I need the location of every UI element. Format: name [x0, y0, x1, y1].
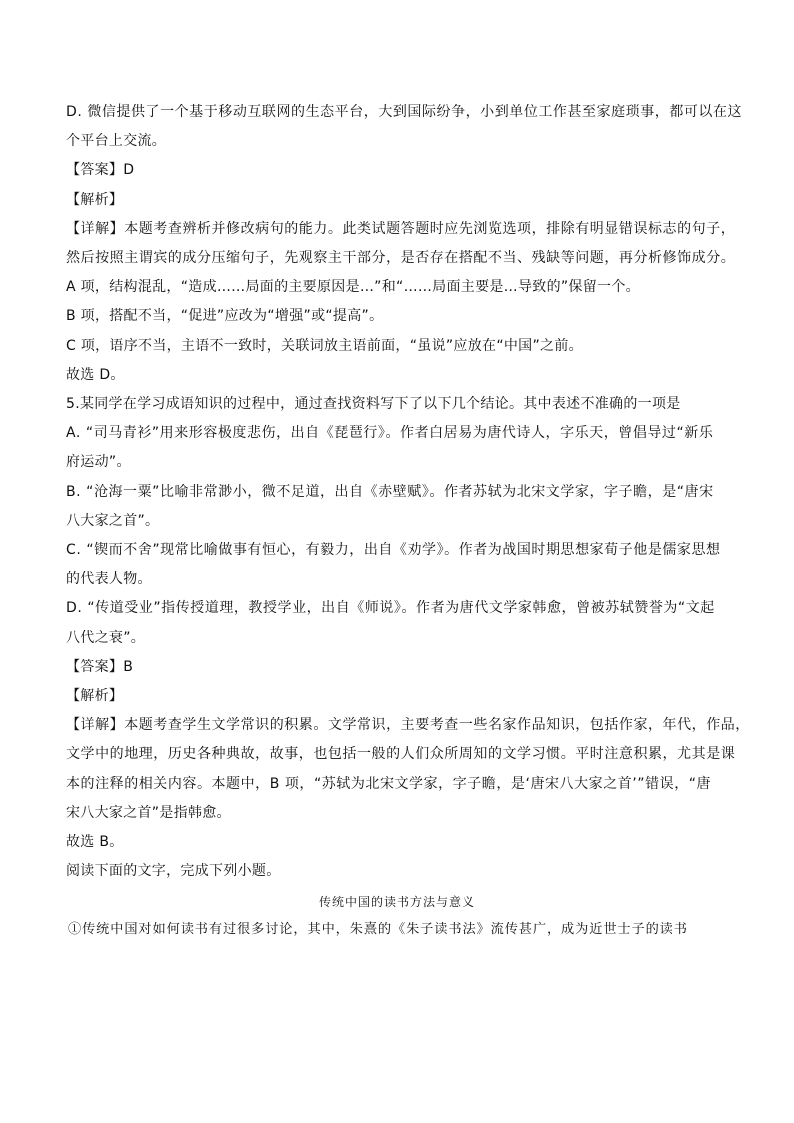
question-5-option-a-line-1: A. “司马青衫”用来形容极度悲伤，出自《琵琶行》。作者白居易为唐代诗人，字乐天，曾倡导过“新乐 [66, 425, 714, 442]
question-5-option-a-line-2: 府运动”。 [66, 454, 131, 471]
question-5-option-d-line-2: 八代之衰”。 [66, 629, 146, 646]
explanation-1-line-2: 然后按照主谓宾的成分压缩句子，先观察主干部分，是否存在搭配不当、残缺等问题，再分析修饰成分。 [66, 250, 736, 267]
option-d-line-2: 个平台上交流。 [66, 133, 167, 150]
reading-instruction: 阅读下面的文字，完成下列小题。 [66, 863, 281, 880]
passage-paragraph-1: ①传统中国对如何读书有过很多讨论，其中，朱熹的《朱子读书法》流传甚广，成为近世士子的读书 [68, 922, 688, 938]
passage-title: 传统中国的读书方法与意义 [318, 895, 475, 910]
explanation-1-line-1: 【详解】本题考查辨析并修改病句的能力。此类试题答题时应先浏览选项，排除有明显错误标志的句子， [66, 220, 736, 237]
question-5-option-b-line-1: B. “沧海一粟”比喻非常渺小，微不足道，出自《赤壁赋》。作者苏轼为北宋文学家，字子瞻，是“唐宋 [66, 483, 714, 500]
explanation-2-line-2: 文学中的地理，历史各种典故，故事，也包括一般的人们众所周知的文学习惯。平时注意积累，尤其是课 [66, 746, 736, 763]
question-5-option-c-line-1: C. “锲而不舍”现常比喻做事有恒心，有毅力，出自《劝学》。作者为战国时期思想家荀子他是儒家思想 [66, 542, 721, 559]
document-page [66, 98, 750, 944]
explanation-2-line-1: 【详解】本题考查学生文学常识的积累。文学常识，主要考查一些名家作品知识，包括作家，年代，作品， [66, 717, 750, 734]
question-5-option-b-line-2: 八大家之首”。 [66, 512, 160, 529]
explanation-2-line-3: 本的注释的相关内容。本题中，B 项，“苏轼为北宋文学家，字子瞻，是‘唐宋八大家之首’”错误，“唐 [66, 775, 712, 792]
answer-label-2: 【答案】B [66, 658, 134, 675]
explanation-1-item-b: B 项，搭配不当，“促进”应改为“增强”或“提高”。 [66, 308, 384, 325]
answer-label-1: 【答案】D [66, 162, 135, 179]
question-5-option-c-line-2: 的代表人物。 [66, 571, 152, 588]
conclusion-2: 故选 B。 [66, 834, 124, 851]
question-5-option-d-line-1: D. “传道受业”指传授道理，教授学业，出自《师说》。作者为唐代文学家韩愈，曾被苏轼赞誉为“文起 [66, 600, 715, 617]
conclusion-1: 故选 D。 [66, 366, 125, 383]
explanation-1-item-c: C 项，语序不当，主语不一致时，关联词放主语前面，“虽说”应放在“中国”之前。 [66, 337, 583, 354]
analysis-label-1: 【解析】 [66, 191, 124, 208]
question-5-stem: 5.某同学在学习成语知识的过程中，通过查找资料写下了以下几个结论。其中表述不准确的一项是 [66, 396, 681, 413]
option-d-line-1: D. 微信提供了一个基于移动互联网的生态平台，大到国际纷争，小到单位工作甚至家庭琐事，都可以在这 [66, 104, 743, 120]
explanation-1-item-a: A 项，结构混乱，“造成……局面的主要原因是…”和“……局面主要是…导致的”保留一个。 [66, 279, 640, 296]
explanation-2-line-4: 宋八大家之首”是指韩愈。 [66, 804, 231, 821]
analysis-label-2: 【解析】 [66, 688, 124, 705]
